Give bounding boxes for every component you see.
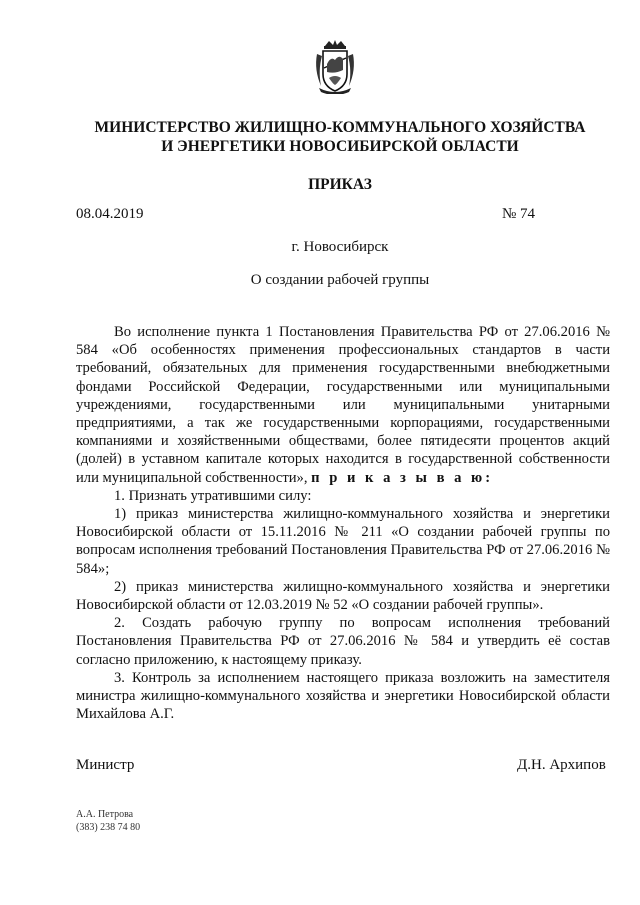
item-3: 3. Контроль за исполнением настоящего приказа возложить на заместителя министра жилищно-коммунального хозяйства и энергетики Новосибирской области Михайлова А.Г. [76, 669, 610, 723]
item-1-1: 1) приказ министерства жилищно-коммунального хозяйства и энергетики Новосибирской области от 15.11.2016 № 211 «О создании рабочей группы по вопросам исполнения требований Постановления Правительства РФ от 27.06.2016 № 584»; [76, 506, 610, 577]
order-date: 08.04.2019 [76, 206, 144, 222]
preamble-paragraph [76, 323, 610, 487]
signature-name: Д.Н. Архипов [517, 757, 606, 773]
order-number: № 74 [502, 206, 536, 222]
executor-phone: (383) 238 74 80 [76, 822, 141, 833]
executor-name: А.А. Петрова [76, 809, 134, 820]
item-2: 2. Создать рабочую группу по вопросам исполнения требований Постановления Правительства РФ от 27.06.2016 № 584 и утвердить её состав согласно приложению, к настоящему приказу. [76, 615, 610, 668]
ministry-name-line1: МИНИСТЕРСТВО ЖИЛИЩНО-КОММУНАЛЬНОГО ХОЗЯЙСТВА [94, 119, 586, 136]
order-subject: О создании рабочей группы [250, 272, 430, 288]
item-1-2: 2) приказ министерства жилищно-коммунального хозяйства и энергетики Новосибирской области от 12.03.2019 № 52 «О создании рабочей группы». [76, 578, 610, 614]
city: г. Новосибирск [291, 239, 389, 255]
ministry-name-line2: И ЭНЕРГЕТИКИ НОВОСИБИРСКОЙ ОБЛАСТИ [161, 138, 519, 155]
signature-role: Министр [76, 757, 135, 773]
ministry-name [60, 118, 620, 156]
coat-of-arms-icon [313, 40, 357, 94]
document-type: ПРИКАЗ [308, 176, 372, 193]
executor-info [76, 808, 140, 834]
preamble-text: Во исполнение пункта 1 Постановления Правительства РФ от 27.06.2016 № 584 «Об особенностях применения профессиональных стандартов в части требований, обязательных для применения государственными внебюджетными фондами Российской Федерации, государственными или муниципальными учреждениями, государственными или муниципальными унитарными предприятиями, а так же государственными корпорациями, государственными компаниями и хозяйственными обществами, более пятидесяти процентов акций (долей) в уставном капитале которых находится в государственной собственности или муниципальной собственности», [76, 324, 610, 486]
item-1: 1. Признать утратившими силу: [114, 487, 312, 504]
order-word: п р и к а з ы в а ю: [311, 469, 494, 486]
order-body [76, 323, 610, 723]
